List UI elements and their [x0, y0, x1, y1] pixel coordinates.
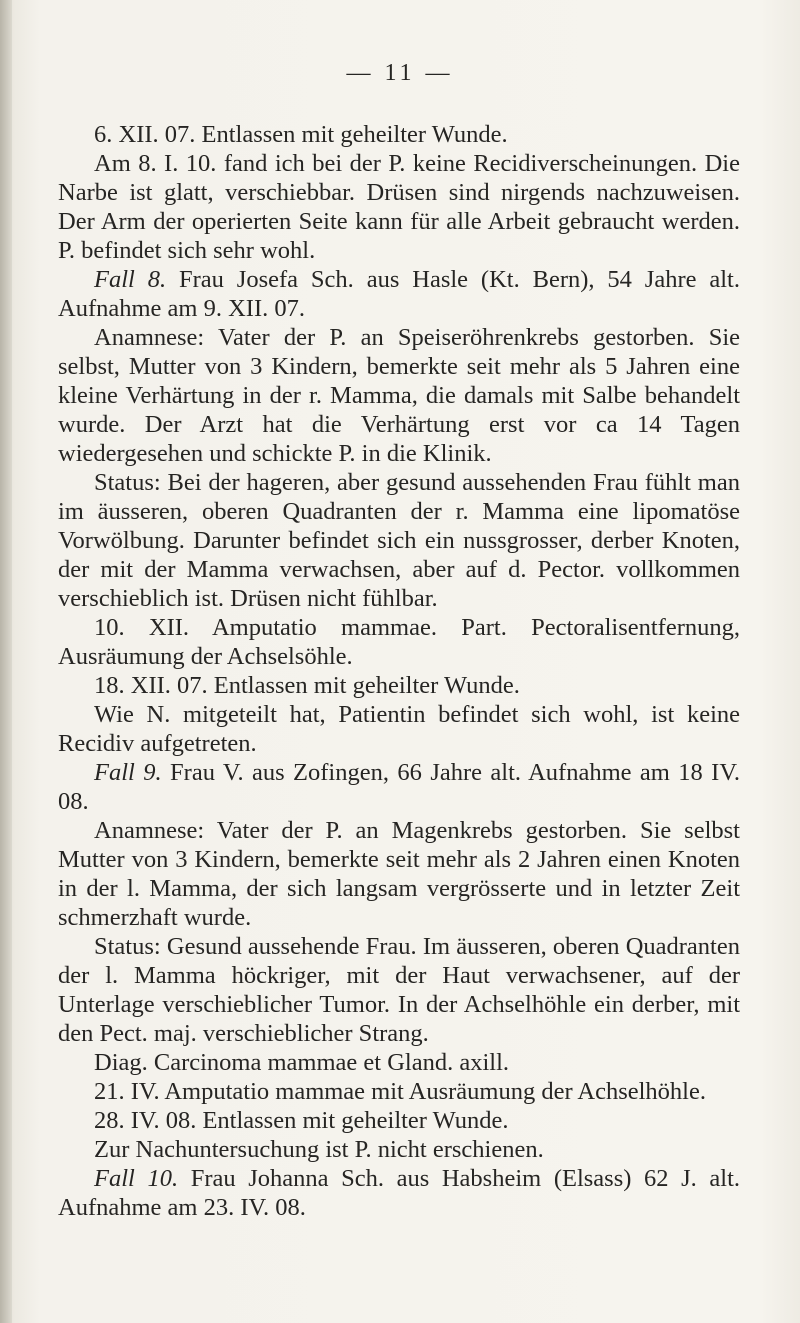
paragraph: Status: Bei der hageren, aber gesund aussehenden Frau fühlt man im äusseren, oberen Quadranten der r. Mamma eine lipomatöse Vorwölbung. Darunter befindet sich ein nussgrosser, derber Knoten, der mit der Mamma verwachsen, aber auf d. Pector. vollkommen verschieblich ist. Drüsen nicht fühlbar.	[58, 469, 740, 612]
paragraph: Anamnese: Vater der P. an Magenkrebs gestorben. Sie selbst Mutter von 3 Kindern, bemerkte seit mehr als 2 Jahren einen Knoten in der l. Mamma, der sich langsam vergrösserte und in letzter Zeit schmerzhaft wurde.	[58, 817, 740, 931]
paragraph: Anamnese: Vater der P. an Speiseröhrenkrebs gestorben. Sie selbst, Mutter von 3 Kindern, bemerkte seit mehr als 5 Jahren eine kleine Verhärtung in der r. Mamma, die damals mit Salbe behandelt wurde. Der Arzt hat die Verhärtung erst vor ca 14 Tagen wiedergesehen und schickte P. in die Klinik.	[58, 324, 740, 467]
paragraph: 18. XII. 07. Entlassen mit geheilter Wunde.	[94, 672, 520, 699]
paragraph: Status: Gesund aussehende Frau. Im äusseren, oberen Quadranten der l. Mamma höckriger, mit der Haut verwachsener, auf der Unterlage verschieblicher Tumor. In der Achselhöhle ein derber, mit den Pect. maj. verschieblicher Strang.	[58, 933, 740, 1047]
paragraph: 28. IV. 08. Entlassen mit geheilter Wunde.	[94, 1107, 509, 1134]
paragraph: Diag. Carcinoma mammae et Gland. axill.	[94, 1049, 510, 1076]
book-spine-shadow	[0, 0, 12, 1323]
body-text	[58, 120, 740, 1222]
case-heading: Fall 9.	[94, 759, 162, 786]
paragraph: Zur Nachuntersuchung ist P. nicht erschienen.	[94, 1136, 544, 1163]
paragraph-case-8: Fall 8. Frau Josefa Sch. aus Hasle (Kt. Bern), 54 Jahre alt. Aufnahme am 9. XII. 07.	[58, 266, 740, 322]
paragraph: Wie N. mitgeteilt hat, Patientin befindet sich wohl, ist keine Recidiv aufgetreten.	[58, 701, 740, 757]
paragraph: 6. XII. 07. Entlassen mit geheilter Wunde.	[94, 121, 508, 148]
paragraph: 21. IV. Amputatio mammae mit Ausräumung der Achselhöhle.	[94, 1078, 706, 1105]
paragraph: 10. XII. Amputatio mammae. Part. Pectoralisentfernung, Ausräumung der Achselsöhle.	[58, 614, 740, 670]
paragraph: Am 8. I. 10. fand ich bei der P. keine Recidiverscheinungen. Die Narbe ist glatt, verschiebbar. Drüsen sind nirgends nachzuweisen. Der Arm der operierten Seite kann für alle Arbeit gebraucht werden. P. befindet sich sehr wohl.	[58, 150, 740, 264]
paragraph-case-10: Fall 10. Frau Johanna Sch. aus Habsheim (Elsass) 62 J. alt. Aufnahme am 23. IV. 08.	[58, 1165, 740, 1221]
page-number: — 11 —	[346, 60, 454, 86]
case-heading: Fall 8.	[94, 266, 167, 293]
case-heading: Fall 10.	[94, 1165, 179, 1192]
paragraph-case-9: Fall 9. Frau V. aus Zofingen, 66 Jahre alt. Aufnahme am 18 IV. 08.	[58, 759, 740, 815]
